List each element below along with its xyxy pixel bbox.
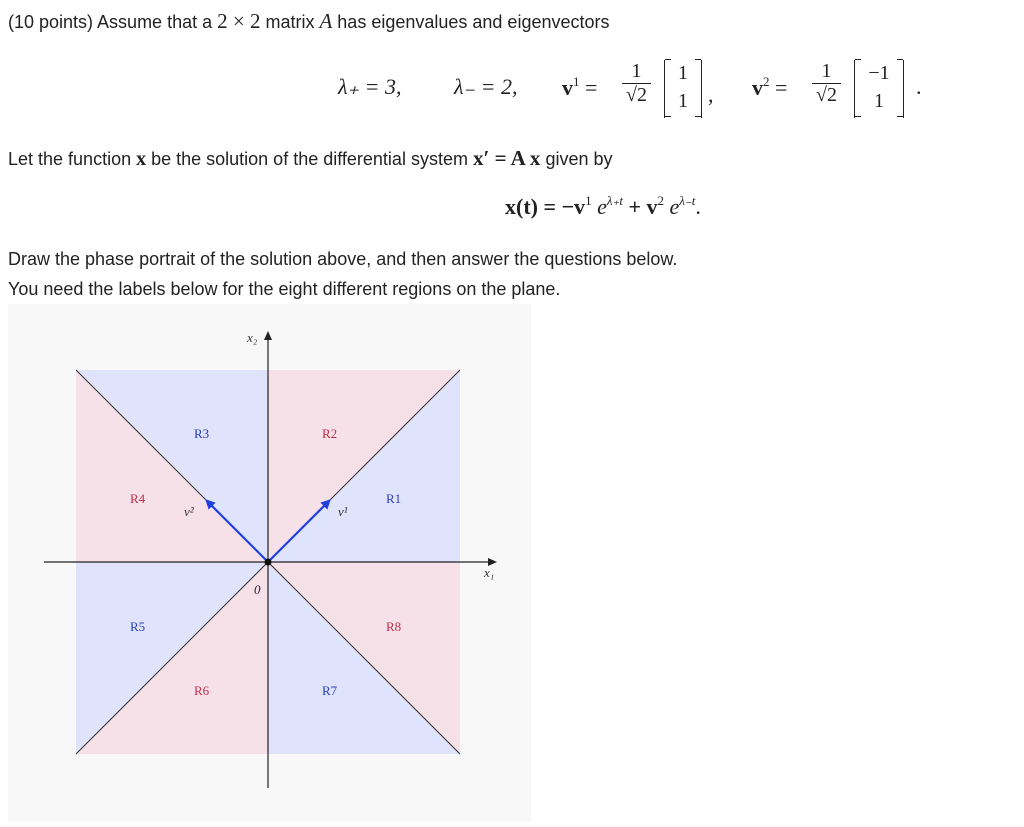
region-label-r4: R4	[130, 491, 146, 506]
v2-period: .	[916, 74, 922, 99]
v1-fraction: $\frac{1}{√2}$	[622, 60, 651, 107]
instructions-1: Draw the phase portrait of the solution above, and then answer the questions below.	[8, 249, 678, 269]
phase-plane-svg	[8, 304, 531, 822]
region-label-r1: R1	[386, 491, 402, 506]
intro-dims: 2 × 2	[217, 9, 261, 33]
solution-formula: $x(t) = -v^1$ $e^{\lambda_+t} + v^2$ $e^{\lambda_-t}$.	[505, 193, 701, 219]
v2-lhs: $v^2$ =	[752, 74, 788, 100]
intro-prefix: (10 points) Assume that a	[8, 12, 218, 32]
eigen-display	[338, 60, 938, 130]
v1-vector: 1 1	[664, 60, 702, 118]
x2-axis-label: x₂	[247, 330, 258, 345]
intro-suffix: has eigenvalues and eigenvectors	[332, 12, 610, 32]
function-line	[8, 146, 612, 171]
function-suffix: given by	[540, 149, 613, 169]
v2-fraction: $\frac{1}{√2}$	[812, 60, 841, 107]
intro-line	[8, 9, 610, 34]
lambda-minus: λ₋ = 2,	[454, 74, 518, 99]
function-x: x	[136, 148, 147, 170]
lambda-plus: λ₊ = 3,	[338, 74, 402, 99]
intro-matrix: A	[319, 9, 333, 33]
region-label-r7: R7	[322, 683, 338, 698]
function-eq: x′ = A x	[472, 146, 541, 170]
v2-vector: −1 1	[854, 60, 904, 118]
instructions-2: You need the labels below for the eight different regions on the plane.	[8, 279, 561, 299]
region-label-r3: R3	[194, 426, 210, 441]
phase-plane-figure	[8, 304, 531, 822]
origin-label: 0	[254, 582, 261, 597]
function-prefix: Let the function	[8, 149, 137, 169]
region-label-r6: R6	[194, 683, 210, 698]
function-middle: be the solution of the differential system	[146, 149, 473, 169]
x1-axis-label: x₁	[484, 565, 495, 580]
v1-label: v¹	[338, 504, 348, 519]
region-label-r8: R8	[386, 619, 402, 634]
v2-label: v²	[184, 504, 194, 519]
intro-middle: matrix	[260, 12, 320, 32]
origin-dot	[265, 559, 272, 566]
region-label-r5: R5	[130, 619, 146, 634]
v1-comma: ,	[708, 82, 714, 107]
v1-lhs: $v^1$ =	[562, 74, 598, 100]
region-label-r2: R2	[322, 426, 338, 441]
